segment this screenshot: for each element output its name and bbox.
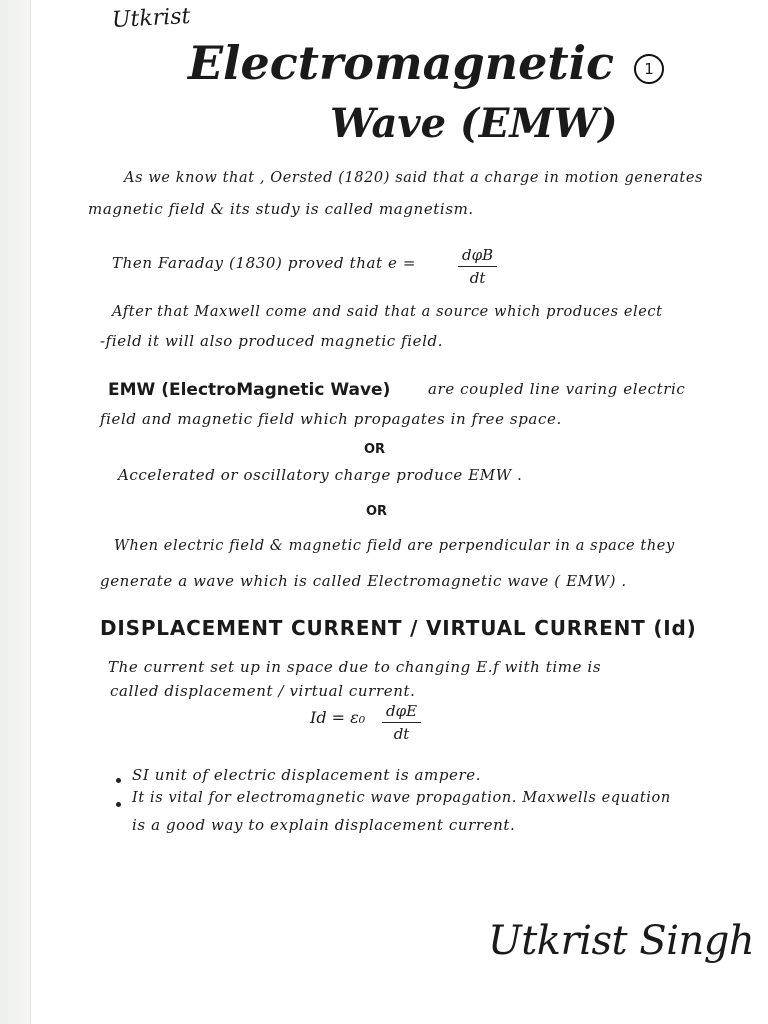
faraday-denominator: dt	[469, 269, 486, 287]
displacement-def-line2: called displacement / virtual current.	[110, 682, 416, 700]
maxwell-line1: After that Maxwell come and said that a source which produces elect	[112, 304, 663, 320]
page-number-circle	[634, 54, 664, 84]
emw-line1-rest: are coupled line varing electric	[428, 380, 686, 398]
author-tag: Utkrist	[111, 3, 192, 34]
displacement-formula-lhs: Id = ε₀	[310, 708, 366, 727]
displacement-formula-denominator: dt	[393, 725, 410, 743]
bullet-si-unit: SI unit of electric displacement is ampere.	[132, 766, 482, 784]
bullet-dot-1	[116, 778, 121, 783]
displacement-formula-fraction	[382, 702, 421, 743]
faraday-numerator: dφB	[458, 246, 497, 267]
emw-line2: field and magnetic field which propagates in free space.	[100, 410, 562, 428]
displacement-formula-numerator: dφE	[382, 702, 421, 723]
or-separator-2: OR	[366, 504, 388, 519]
bullet-vital-line1: It is vital for electromagnetic wave propagation. Maxwells equation	[132, 790, 671, 806]
notebook-page	[30, 0, 768, 1024]
perpendicular-line1: When electric field & magnetic field are perpendicular in a space they	[114, 538, 675, 554]
author-signature: Utkrist Singh	[488, 918, 755, 964]
faraday-fraction	[458, 246, 497, 287]
page-number: 1	[644, 60, 654, 78]
faraday-line: Then Faraday (1830) proved that e =	[112, 254, 417, 272]
bullet-vital-line2: is a good way to explain displacement current.	[132, 816, 516, 834]
oersted-line1: As we know that , Oersted (1820) said that a charge in motion generates	[124, 170, 704, 186]
page-edge-strip	[0, 0, 30, 1024]
displacement-def-line1: The current set up in space due to changing E.f with time is	[108, 658, 602, 676]
emw-term: EMW (ElectroMagnetic Wave)	[108, 380, 391, 400]
page-title-line1: Electromagnetic	[188, 36, 615, 90]
page-title-line2: Wave (EMW)	[330, 100, 618, 147]
bullet-dot-2	[116, 802, 121, 807]
oersted-line2: magnetic field & its study is called magnetism.	[88, 200, 474, 218]
or-separator-1: OR	[364, 442, 386, 457]
maxwell-line2: -field it will also produced magnetic field.	[100, 332, 444, 350]
accelerated-charge-line: Accelerated or oscillatory charge produce EMW .	[118, 466, 523, 484]
perpendicular-line2: generate a wave which is called Electromagnetic wave ( EMW) .	[100, 572, 627, 590]
displacement-heading: DISPLACEMENT CURRENT / VIRTUAL CURRENT (Id)	[100, 616, 697, 640]
